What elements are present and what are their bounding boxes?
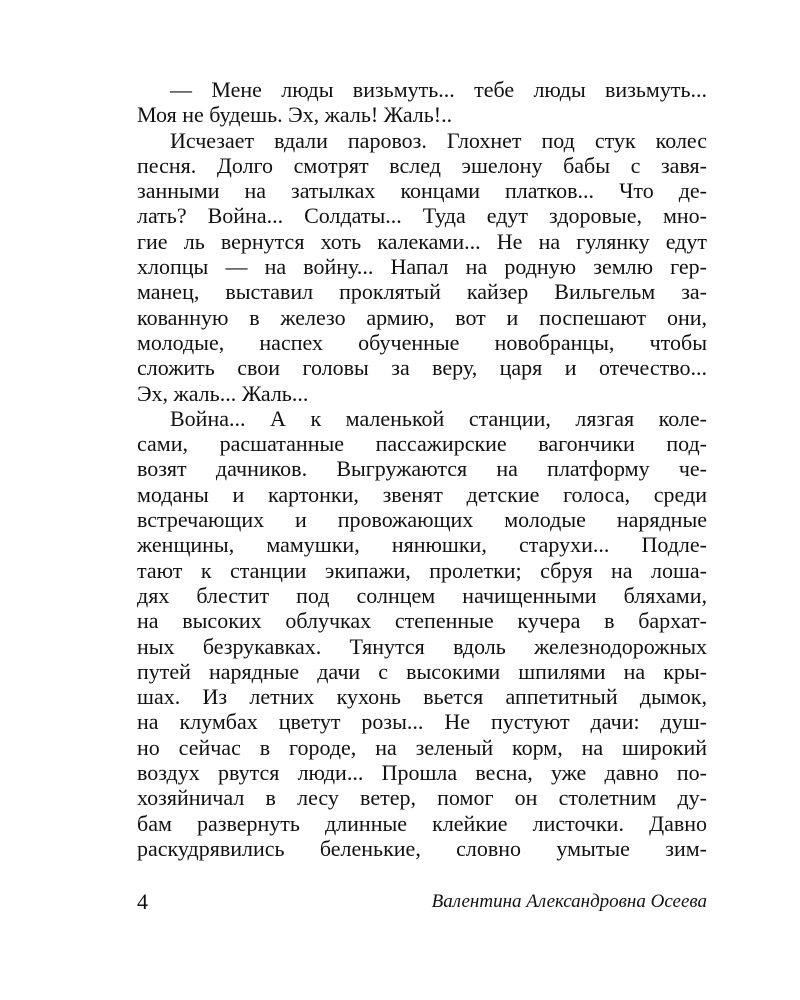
running-footer-author: Валентина Александровна Осеева xyxy=(431,891,707,912)
text-line: возят дачников. Выгружаются на платформу че- xyxy=(137,456,707,482)
text-line: сложить свои головы за веру, царя и отечество... xyxy=(137,355,707,381)
page-footer xyxy=(137,888,707,916)
text-line: — Мене люды визьмуть... тебе люды визьмуть... xyxy=(170,77,707,102)
text-line: но сейчас в городе, на зеленый корм, на широкий xyxy=(137,734,707,760)
text-line: молодые, наспех обученные новобранцы, чтобы xyxy=(137,329,707,355)
text-line: бам развернуть длинные клейкие листочки. Давно xyxy=(137,810,707,836)
text-line: дях блестит под солнцем начищенными бляхами, xyxy=(137,582,707,608)
text-line: тают к станции экипажи, пролетки; сбруя на лоша- xyxy=(137,557,707,583)
text-line: хозяйничал в лесу ветер, помог он столетним ду- xyxy=(137,785,707,811)
text-line: манец, выставил проклятый кайзер Вильгельм за- xyxy=(137,279,707,305)
page-number: 4 xyxy=(137,889,148,914)
text-line: песня. Долго смотрят вслед эшелону бабы с завя- xyxy=(137,152,707,178)
text-line: встречающих и провожающих молодые нарядные xyxy=(137,507,707,533)
text-line: воздух рвутся люди... Прошла весна, уже давно по- xyxy=(137,760,707,786)
text-line: женщины, мамушки, нянюшки, старухи... Подле- xyxy=(137,532,707,558)
text-line: Исчезает вдали паровоз. Глохнет под стук колес xyxy=(170,127,707,153)
text-line: Моя не будешь. Эх, жаль! Жаль!.. xyxy=(137,102,453,128)
text-line: сами, расшатанные пассажирские вагончики под- xyxy=(137,431,707,457)
text-line: кованную в железо армию, вот и поспешают они, xyxy=(137,304,707,330)
text-line: на клумбах цветут розы... Не пустуют дачи: душ- xyxy=(137,709,707,735)
text-line: хлопцы — на войну... Напал на родную землю гер- xyxy=(137,254,707,280)
text-line: моданы и картонки, звенят детские голоса, среди xyxy=(137,481,707,507)
text-line: шах. Из летних кухонь вьется аппетитный дымок, xyxy=(137,684,707,710)
text-line: Война... А к маленькой станции, лязгая коле- xyxy=(170,405,707,431)
text-line: лать? Война... Солдаты... Туда едут здоровые, мно- xyxy=(137,203,707,229)
text-line: ных безрукавках. Тянутся вдоль железнодорожных xyxy=(137,633,707,659)
text-line: гие ль вернутся хоть калеками... Не на гулянку едут xyxy=(137,228,707,254)
text-line: занными на затылках концами платков... Что де- xyxy=(137,178,707,204)
text-line: на высоких облучках степенные кучера в бархат- xyxy=(137,608,707,634)
text-line: раскудрявились беленькие, словно умытые зим- xyxy=(137,835,707,861)
text-line: Эх, жаль... Жаль... xyxy=(137,380,309,406)
body-text xyxy=(137,77,707,861)
text-line: путей нарядные дачи с высокими шпилями на кры- xyxy=(137,658,707,684)
